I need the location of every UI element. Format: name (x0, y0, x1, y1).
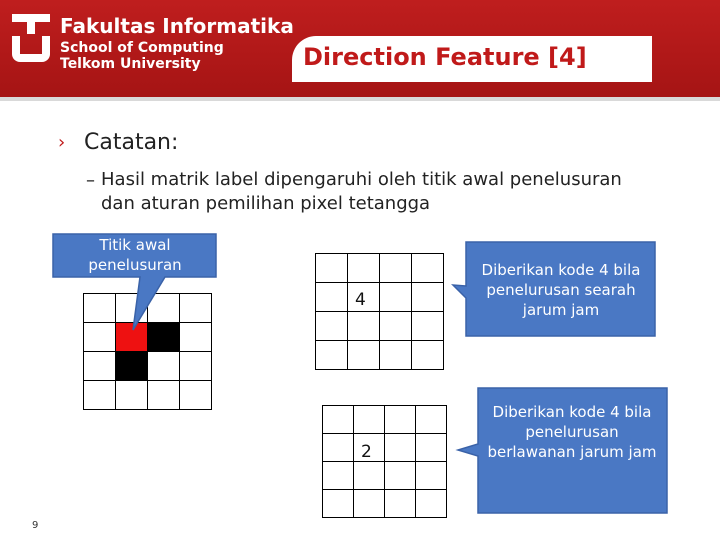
direction-code-4: 4 (355, 290, 366, 310)
school-name: School of Computing (60, 40, 224, 56)
sub-bullet-line-2: dan aturan pemilihan pixel tetangga (101, 193, 431, 214)
callout-counter-text: Diberikan kode 4 bila penelurusan berlawanan jarum jam (487, 403, 657, 461)
sub-bullet-line-1: Hasil matrik label dipengaruhi oleh titik awal penelusuran (101, 169, 622, 190)
bullet-text: Catatan: (84, 130, 179, 155)
direction-code-2: 2 (361, 442, 372, 462)
page-number: 9 (32, 520, 39, 531)
slide-title: Direction Feature [4] (303, 43, 587, 71)
callout-start-text: Titik awal penelusuran (88, 236, 182, 274)
faculty-name: Fakultas Informatika (60, 14, 294, 38)
university-name: Telkom University (60, 56, 201, 72)
sub-bullet-dash: – (86, 170, 95, 191)
chevron-right-icon: › (58, 132, 66, 153)
callout-clockwise-text: Diberikan kode 4 bila penelurusan searah jarum jam (481, 261, 641, 319)
